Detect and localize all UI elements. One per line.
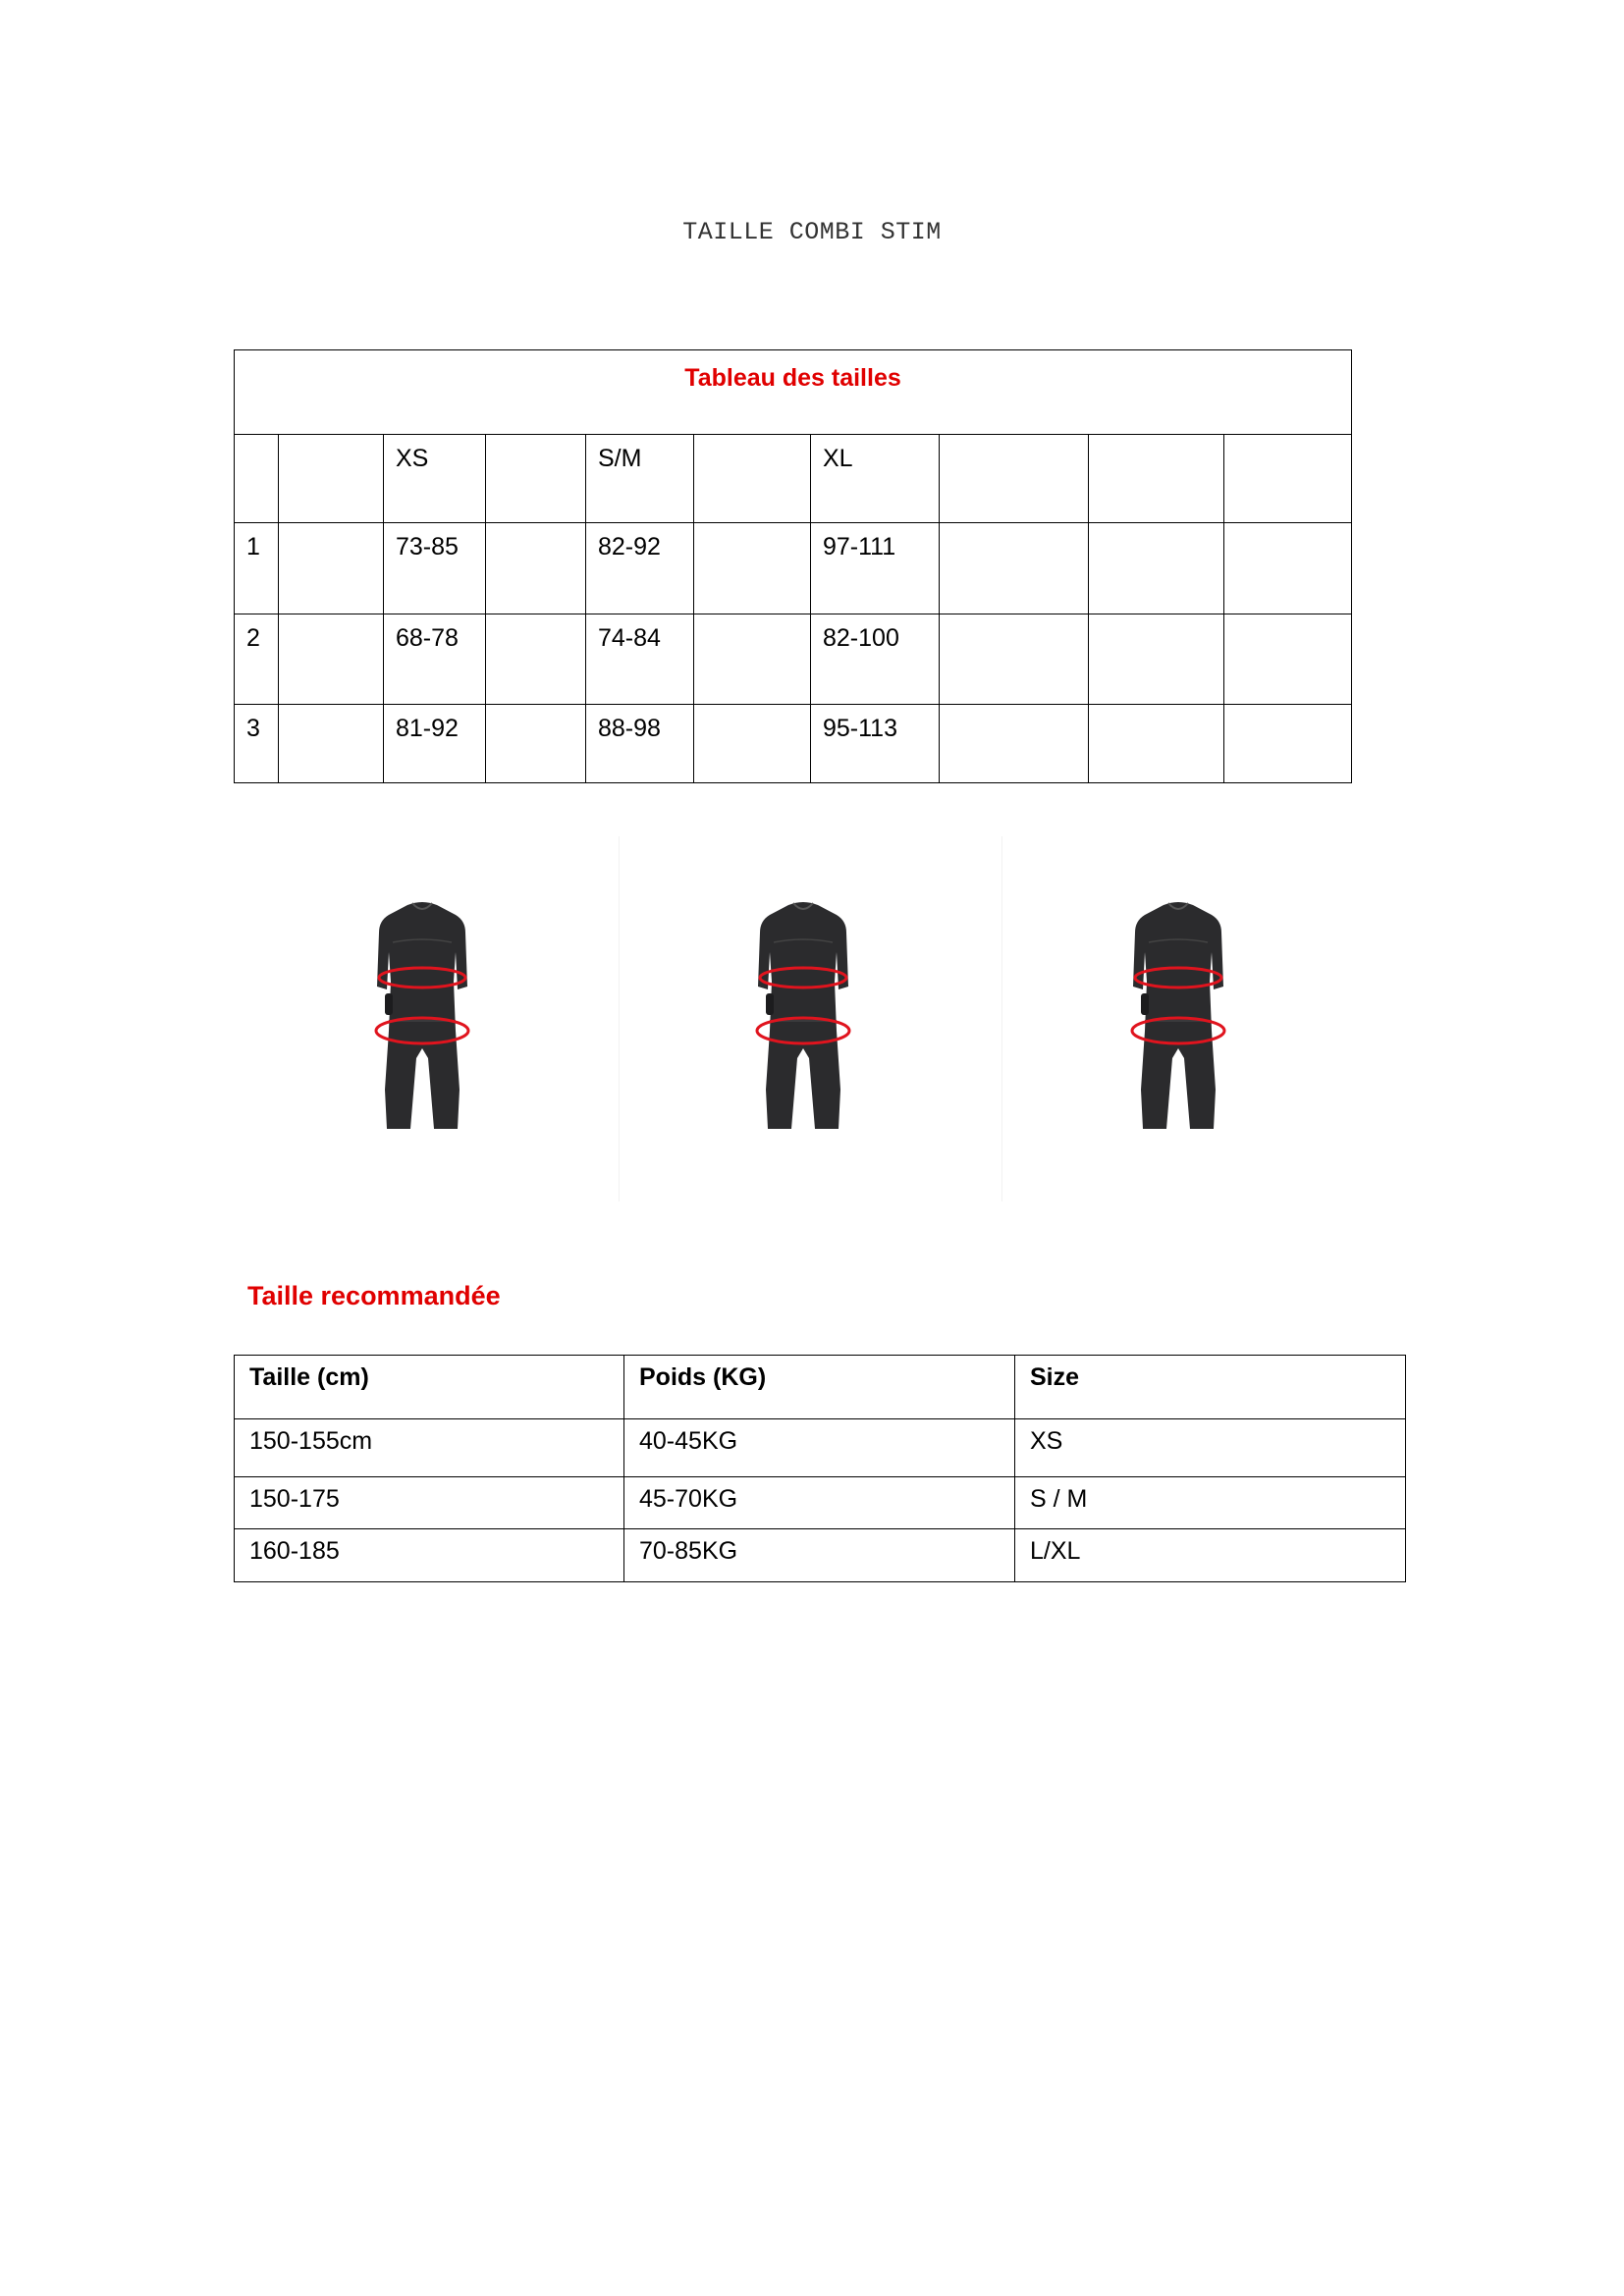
size-table-cell: 1	[235, 523, 279, 614]
size-table-cell: 68-78	[384, 614, 486, 705]
size-table-row	[235, 523, 1352, 614]
table-cell: 150-175	[235, 1477, 624, 1529]
ems-suit-front-icon	[1119, 834, 1237, 1207]
size-table-cell	[1089, 523, 1224, 614]
size-table-cell	[235, 435, 279, 523]
size-table-cell: 81-92	[384, 705, 486, 783]
size-table-cell	[694, 523, 811, 614]
size-table-cell: 82-100	[811, 614, 940, 705]
size-table-row	[235, 705, 1352, 783]
size-table-cell: 3	[235, 705, 279, 783]
table-row	[235, 1419, 1406, 1477]
size-table-cell: 97-111	[811, 523, 940, 614]
size-table-cell: 2	[235, 614, 279, 705]
size-table-cell	[279, 614, 384, 705]
table-cell: 40-45KG	[624, 1419, 1015, 1477]
table-cell: 45-70KG	[624, 1477, 1015, 1529]
size-table-cell	[694, 435, 811, 523]
size-table-cell	[486, 614, 586, 705]
size-table-caption: Tableau des tailles	[235, 350, 1352, 435]
size-table-cell: 88-98	[586, 705, 694, 783]
column-header: Size	[1015, 1356, 1406, 1419]
table-cell: XS	[1015, 1419, 1406, 1477]
table-row	[235, 1477, 1406, 1529]
size-table-cell: 82-92	[586, 523, 694, 614]
table-cell: 70-85KG	[624, 1529, 1015, 1582]
size-table-cell: 74-84	[586, 614, 694, 705]
table-cell: L/XL	[1015, 1529, 1406, 1582]
suit-images	[363, 834, 1267, 1207]
size-table-cell	[694, 614, 811, 705]
table-cell: 150-155cm	[235, 1419, 624, 1477]
size-table-cell	[1224, 705, 1352, 783]
size-table-cell	[1089, 435, 1224, 523]
recommended-heading: Taille recommandée	[247, 1281, 501, 1310]
size-table-cell: S/M	[586, 435, 694, 523]
size-table-cell	[1089, 614, 1224, 705]
size-table-cell: 73-85	[384, 523, 486, 614]
table-cell: S / M	[1015, 1477, 1406, 1529]
ems-suit-front-icon	[744, 834, 862, 1207]
size-table-cell	[279, 705, 384, 783]
size-table-cell	[940, 705, 1089, 783]
size-table-cell	[279, 523, 384, 614]
size-table-cell	[1224, 435, 1352, 523]
size-table-cell	[486, 435, 586, 523]
size-table	[234, 349, 1352, 783]
recommended-size-table	[234, 1355, 1406, 1582]
column-header: Taille (cm)	[235, 1356, 624, 1419]
size-table-header-row	[235, 435, 1352, 523]
column-header: Poids (KG)	[624, 1356, 1015, 1419]
ems-suit-front-icon	[363, 834, 481, 1207]
size-table-cell	[1224, 523, 1352, 614]
table-cell: 160-185	[235, 1529, 624, 1582]
size-table-cell: XL	[811, 435, 940, 523]
size-table-cell	[486, 523, 586, 614]
size-table-cell	[694, 705, 811, 783]
size-table-cell	[940, 614, 1089, 705]
size-table-cell	[940, 523, 1089, 614]
size-table-row	[235, 614, 1352, 705]
size-table-cell	[279, 435, 384, 523]
size-table-cell	[940, 435, 1089, 523]
size-table-cell: XS	[384, 435, 486, 523]
size-table-cell	[486, 705, 586, 783]
size-table-cell: 95-113	[811, 705, 940, 783]
document-title: TAILLE COMBI STIM	[682, 218, 942, 246]
recommended-header-row	[235, 1356, 1406, 1419]
table-row	[235, 1529, 1406, 1582]
size-table-cell	[1089, 705, 1224, 783]
size-table-cell	[1224, 614, 1352, 705]
